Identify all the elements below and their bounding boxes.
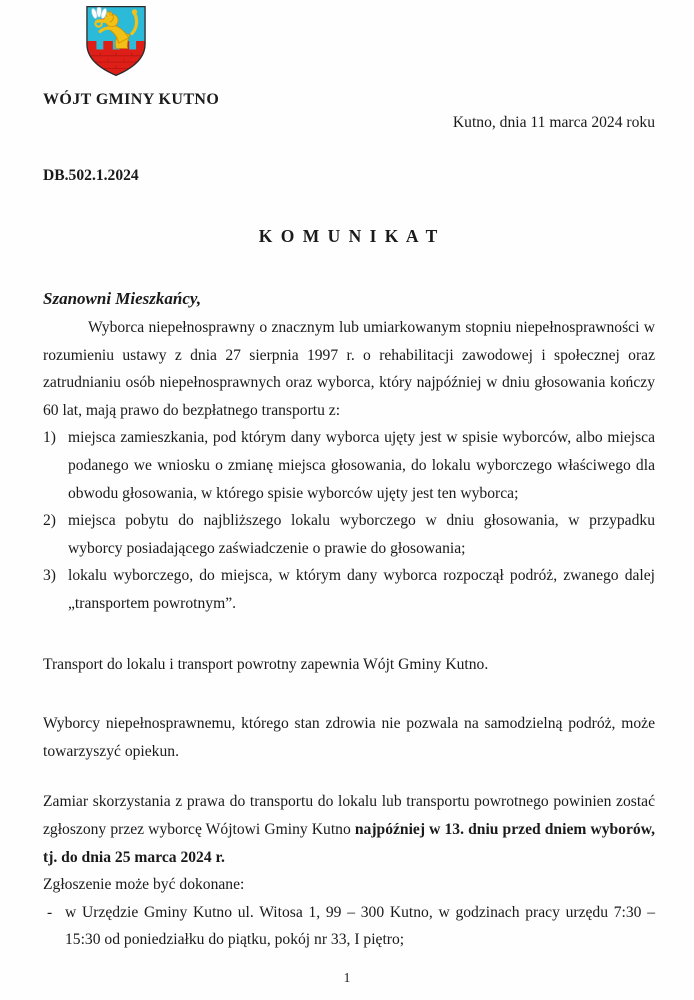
list-item-text: miejsca pobytu do najbliższego lokalu wyborczego w dniu głosowania, w przypadku wyborcy posiadającego zaświadczenie o prawie do głosowania; [68, 512, 655, 557]
date-line: Kutno, dnia 11 marca 2024 roku [452, 114, 655, 131]
issuer-title: WÓJT GMINY KUTNO [43, 91, 220, 108]
salutation: Szanowni Mieszkańcy, [43, 289, 202, 308]
list-marker: 1) [43, 429, 56, 447]
list-item-text: lokalu wyborczego, do miejsca, w którym dany wyborca rozpoczął podróż, zwanego dalej „transportem powrotnym”. [68, 567, 655, 612]
deadline-paragraph [43, 788, 655, 871]
reference-number: DB.502.1.2024 [43, 167, 139, 184]
list-marker: 2) [43, 512, 56, 530]
numbered-list-item-3 [43, 562, 655, 617]
coat-of-arms-icon [84, 4, 148, 78]
caregiver-paragraph: Wyborcy niepełnosprawnemu, którego stan zdrowia nie pozwala na samodzielną podróż, może towarzyszyć opiekun. [43, 715, 655, 760]
intro-paragraph: Wyborca niepełnosprawny o znacznym lub umiarkowanym stopniu niepełnosprawności w rozumieniu ustawy z dnia 27 sierpnia 1997 r. o rehabilitacji zawodowej i społecznej oraz zatrudnianiu osób niepełnosprawnych oraz wyborca, który najpóźniej w dniu głosowania kończy 60 lat, mają prawo do bezpłatnego transportu z: [43, 319, 655, 419]
deadline-text: Zamiar skorzystania z prawa do transportu do lokalu lub transportu powrotnego powinien zostać zgłoszony przez wyborcę Wójtowi Gminy Kutno [43, 793, 655, 838]
submission-intro: Zgłoszenie może być dokonane: [43, 876, 245, 894]
numbered-list-item-1 [43, 424, 655, 507]
list-marker: 3) [43, 567, 56, 585]
page-number: 1 [343, 970, 351, 985]
list-item-text: w Urzędzie Gminy Kutno ul. Witosa 1, 99 – 300 Kutno, w godzinach pracy urzędu 7:30 – 15:30 od poniedziałku do piątku, pokój nr 33, I piętro; [65, 903, 655, 949]
list-item-text: miejsca zamieszkania, pod którym dany wyborca ujęty jest w spisie wyborców, albo miejsca podanego we wniosku o zmianę miejsca głosowania, do lokalu wyborczego właściwego dla obwodu głosowania, w którego spisie wyborców ujęty jest ten wyborca; [68, 429, 655, 502]
transport-paragraph: Transport do lokalu i transport powrotny zapewnia Wójt Gminy Kutno. [43, 655, 489, 673]
numbered-list-item-2 [43, 507, 655, 562]
submission-list-item [43, 899, 655, 954]
dash-marker: - [47, 903, 53, 921]
document-title: K O M U N I K A T [258, 226, 440, 246]
deadline-bold-text: najpóźniej w 13. dniu przed dniem wyborów, tj. do dnia 25 marca 2024 r. [43, 820, 655, 866]
